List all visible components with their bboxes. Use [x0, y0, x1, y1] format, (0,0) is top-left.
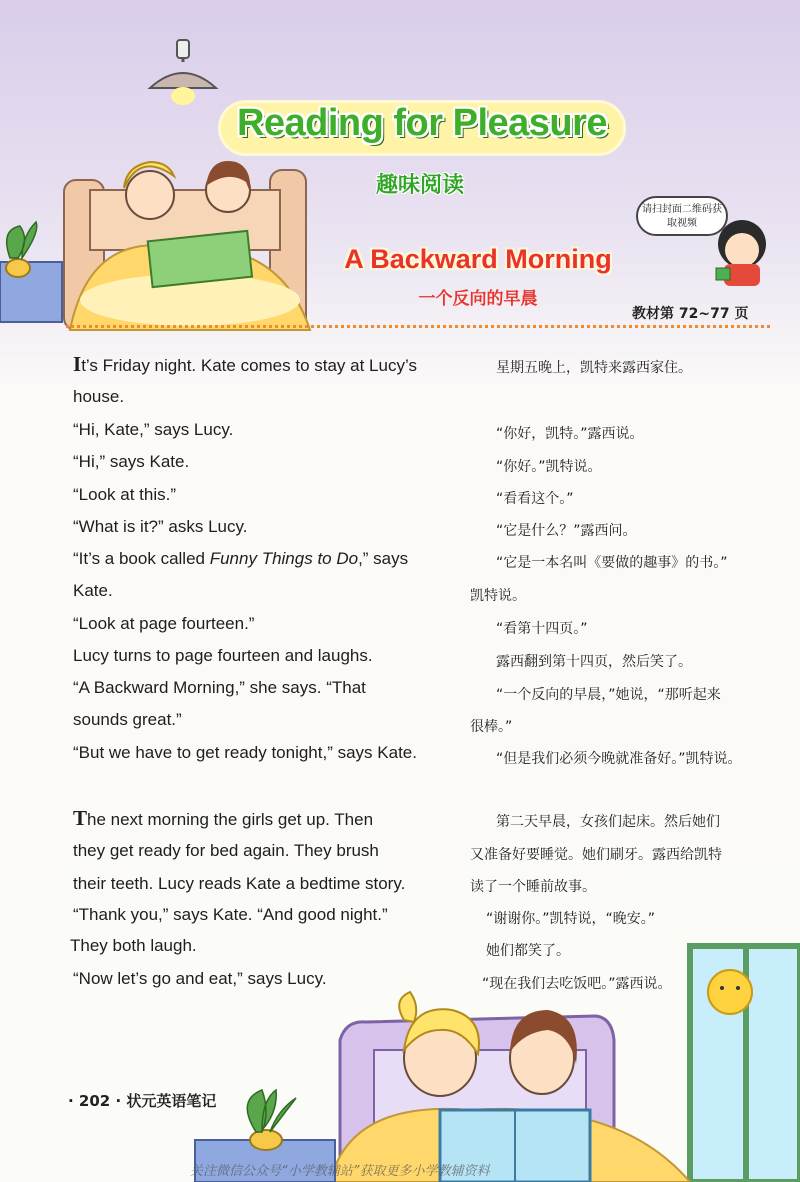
textbook-page-reference: 教材第 72~77 页	[632, 306, 749, 322]
en-line: “Hi, Kate,” says Lucy.	[73, 420, 234, 439]
en-line: “Thank you,” says Kate. “And good night.”	[73, 905, 388, 924]
cn-line: 又准备好要睡觉。她们刷牙。露西给凯特	[470, 847, 722, 863]
cn-line: “现在我们去吃饭吧。”露西说。	[482, 976, 672, 992]
en-line: The next morning the girls get up. Then	[73, 806, 374, 830]
cn-line: 星期五晚上，凯特来露西家住。	[496, 360, 692, 376]
cn-line: “但是我们必须今晚就准备好。”凯特说。	[496, 751, 742, 767]
en-line: sounds great.”	[73, 710, 182, 729]
en-line: their teeth. Lucy reads Kate a bedtime story.	[73, 874, 406, 893]
bed-illustration-top	[64, 161, 310, 330]
book-title: Funny Things to Do	[209, 549, 359, 568]
page-title: Reading for Pleasure	[236, 102, 608, 144]
cn-line: “谢谢你。”凯特说，“晚安。”	[486, 911, 656, 927]
en-line: house.	[73, 387, 125, 406]
cn-line: 凯特说。	[470, 588, 526, 604]
en-line: “Look at this.”	[73, 485, 176, 504]
en-line: Lucy turns to page fourteen and laughs.	[73, 646, 373, 665]
en-line: they get ready for bed again. They brush	[73, 841, 379, 860]
qr-note-bubble: 请扫封面二维码获取视频	[636, 196, 728, 236]
cn-line: “看第十四页。”	[496, 621, 588, 637]
cn-line: “它是一本名叫《要做的趣事》的书。”	[496, 555, 728, 571]
window-illustration	[690, 946, 800, 1182]
cn-line: “看看这个。”	[496, 491, 574, 507]
cn-line: 第二天早晨，女孩们起床。然后她们	[496, 814, 720, 830]
watermark-text: 关注微信公众号“小学教辅站”获取更多小学教辅资料	[190, 1164, 490, 1179]
divider	[66, 325, 770, 328]
cn-line: “你好，凯特。”露西说。	[496, 426, 644, 442]
en-line: It’s Friday night. Kate comes to stay at Lucy’s	[73, 352, 417, 376]
potted-plant-icon	[0, 222, 62, 322]
page-number-label: · 202 · 状元英语笔记	[68, 1092, 217, 1110]
bed-illustration-bottom	[330, 992, 690, 1182]
cn-line: 很棒。”	[470, 719, 513, 735]
cn-line: 读了一个睡前故事。	[470, 879, 596, 895]
cn-line: “一个反向的早晨，”她说，“那听起来	[496, 687, 721, 703]
story-title: A Backward Morning	[344, 244, 612, 274]
en-line: “What is it?” asks Lucy.	[73, 517, 248, 536]
cartoon-girl-qr-icon	[716, 220, 766, 286]
ceiling-lamp-icon	[150, 40, 216, 105]
en-line: “Now let’s go and eat,” says Lucy.	[73, 969, 327, 988]
cn-line: “它是什么？”露西问。	[496, 523, 637, 539]
story-title-cn: 一个反向的早晨	[418, 289, 538, 309]
en-line: They both laugh.	[70, 936, 197, 955]
cn-line: 她们都笑了。	[486, 943, 570, 959]
en-line: “A Backward Morning,” she says. “That	[73, 678, 366, 697]
en-line: “Look at page fourteen.”	[73, 614, 255, 633]
cn-line: “你好。”凯特说。	[496, 459, 602, 475]
en-line: Kate.	[73, 581, 113, 600]
cn-line: 露西翻到第十四页，然后笑了。	[496, 654, 692, 670]
en-line: “But we have to get ready tonight,” says Kate.	[73, 743, 417, 762]
en-line: “Hi,” says Kate.	[73, 452, 190, 471]
page-subtitle: 趣味阅读	[375, 173, 464, 198]
en-line: “It’s a book called Funny Things to Do,” says	[73, 549, 409, 568]
